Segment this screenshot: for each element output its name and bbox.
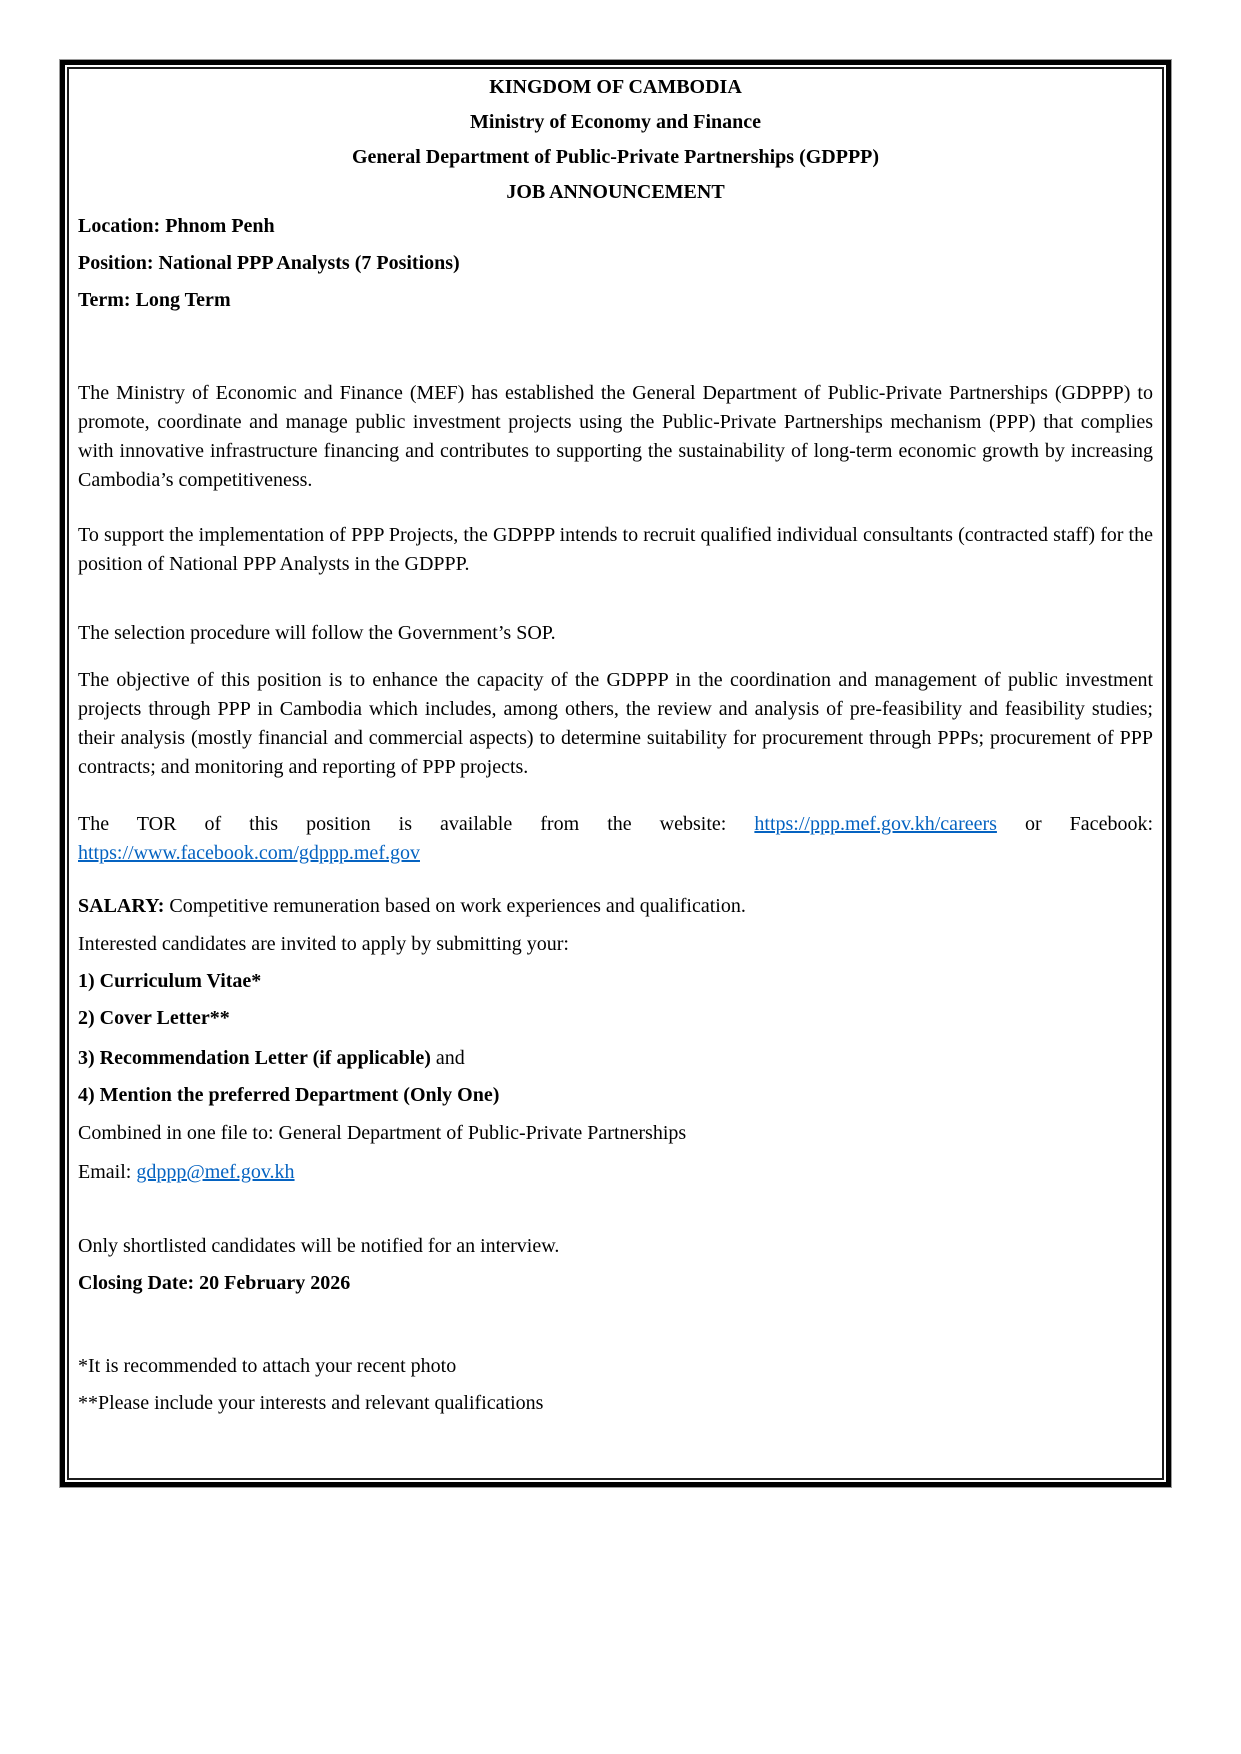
detail-term: Term: Long Term xyxy=(78,289,231,311)
paragraph-support: To support the implementation of PPP Projects, the GDPPP intends to recruit qualified individual consultants (contracted staff) for the position of National PPP Analysts in the GDPPP. xyxy=(78,524,1153,575)
title-job-announcement: JOB ANNOUNCEMENT xyxy=(506,181,725,203)
tor-prefix-text: The TOR of this position is available from the website: xyxy=(78,813,755,835)
document-page xyxy=(67,67,1164,1480)
email-label: Email: xyxy=(78,1161,137,1183)
detail-location: Location: Phnom Penh xyxy=(78,215,275,237)
paragraph-objective: The objective of this position is to enhance the capacity of the GDPPP in the coordination and management of public investment projects through PPP in Cambodia which includes, among others, the review and analysis of pre-feasibility and feasibility studies; their analysis (mostly financial and commercial aspects) to determine suitability for procurement through PPPs; procurement of PPP contracts; and monitoring and reporting of PPP projects. xyxy=(78,669,1153,778)
paragraph-selection: The selection procedure will follow the Government’s SOP. xyxy=(78,622,556,644)
apply-item-cv: 1) Curriculum Vitae* xyxy=(78,970,262,992)
apply-item-department: 4) Mention the preferred Department (Only One) xyxy=(78,1084,500,1106)
shortlist-notice: Only shortlisted candidates will be notified for an interview. xyxy=(78,1235,560,1257)
email-line xyxy=(78,1158,1153,1187)
careers-link[interactable]: https://ppp.mef.gov.kh/careers xyxy=(754,813,997,835)
title-department: General Department of Public-Private Partnerships (GDPPP) xyxy=(351,146,880,168)
title-kingdom: KINGDOM OF CAMBODIA xyxy=(489,76,742,98)
paragraph-tor xyxy=(78,810,1153,868)
footnote-qualifications: **Please include your interests and relevant qualifications xyxy=(78,1392,544,1414)
salary-line xyxy=(78,892,1153,921)
closing-date: Closing Date: 20 February 2026 xyxy=(78,1272,351,1294)
email-link[interactable]: gdppp@mef.gov.kh xyxy=(136,1161,295,1183)
title-ministry: Ministry of Economy and Finance xyxy=(469,111,762,133)
apply-item-recommendation xyxy=(78,1044,1153,1073)
apply-combined: Combined in one file to: General Department of Public-Private Partnerships xyxy=(78,1122,687,1144)
apply-item-cover-letter: 2) Cover Letter** xyxy=(78,1007,230,1029)
paragraph-intro: The Ministry of Economic and Finance (MEF) has established the General Department of Public-Private Partnerships (GDPPP) to promote, coordinate and manage public investment projects using the Public-Private Partnerships mechanism (PPP) that complies with innovative infrastructure financing and contributes to supporting the sustainability of long-term economic growth by increasing Cambodia’s competitiveness. xyxy=(78,382,1153,491)
footnote-photo: *It is recommended to attach your recent photo xyxy=(78,1355,457,1377)
apply-item-recommendation-rest: and xyxy=(430,1047,465,1069)
salary-label: SALARY: xyxy=(78,895,165,917)
facebook-link[interactable]: https://www.facebook.com/gdppp.mef.gov xyxy=(78,842,420,864)
detail-position: Position: National PPP Analysts (7 Positions) xyxy=(78,252,460,274)
document-border-frame xyxy=(60,60,1171,1487)
salary-text: Competitive remuneration based on work experiences and qualification. xyxy=(164,895,746,917)
apply-item-recommendation-bold: 3) Recommendation Letter (if applicable) xyxy=(78,1047,431,1069)
tor-middle-text: or Facebook: xyxy=(996,813,1153,835)
apply-invite: Interested candidates are invited to apply by submitting your: xyxy=(78,933,569,955)
